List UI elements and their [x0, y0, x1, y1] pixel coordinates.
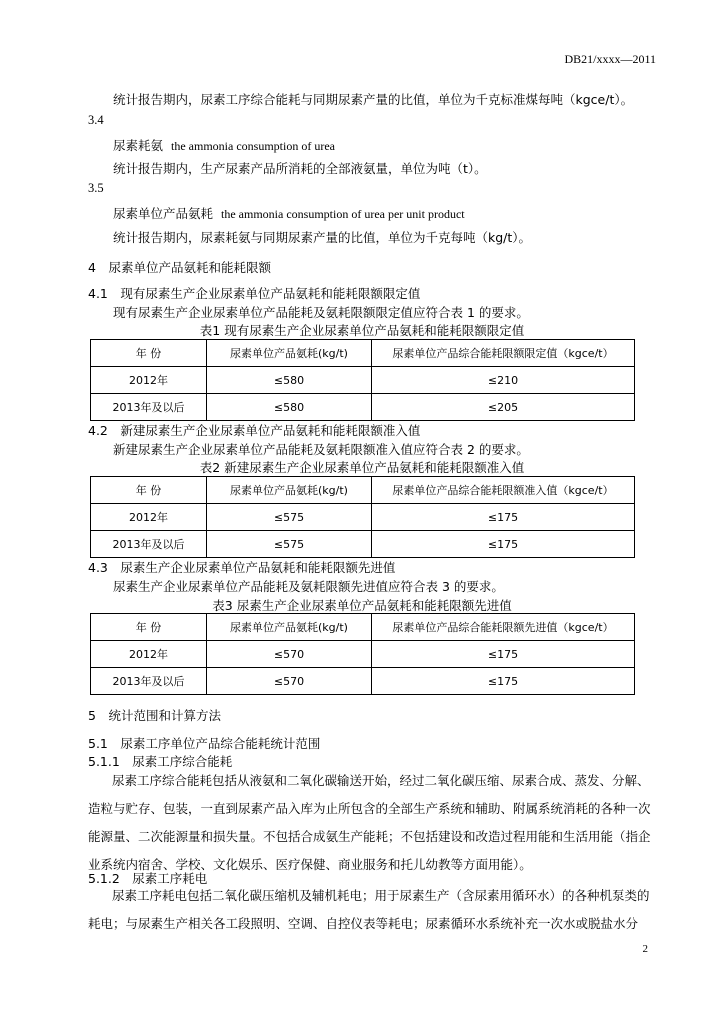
table-3-caption: 表3 尿素生产企业尿素单位产品氨耗和能耗限额先进值: [212, 598, 512, 613]
table-cell: 2012年: [91, 367, 207, 394]
section-5-1-2-paragraph: [88, 882, 656, 938]
table-header-cell: 尿素单位产品综合能耗限额先进值（kgce/t）: [372, 614, 635, 641]
section-5-1-1-heading: 5.1.1 尿素工序综合能耗: [88, 754, 233, 769]
section-4-2-text: 新建尿素生产企业尿素单位产品能耗及氨耗限额准入值应符合表 2 的要求。: [113, 442, 529, 457]
page-header: DB21/xxxx—2011: [564, 52, 656, 66]
term-3-4-chinese: 尿素耗氨: [113, 138, 164, 153]
table-2-caption: 表2 新建尿素生产企业尿素单位产品氨耗和能耗限额准入值: [199, 460, 525, 475]
table-cell: 2012年: [91, 504, 207, 531]
section-5-1-2-text: 尿素工序耗电包括二氧化碳压缩机及辅机耗电；用于尿素生产（含尿素用循环水）的各种机泵类的耗电；与尿素生产相关各工段照明、空调、自控仪表等耗电；尿素循环水系统补充一次水或脱盐水分: [88, 888, 650, 931]
table-3: [90, 613, 635, 695]
table-header-cell: 尿素单位产品综合能耗限额限定值（kgce/t）: [372, 340, 635, 367]
table-2: [90, 476, 635, 558]
section-5-1-2-heading: 5.1.2 尿素工序耗电: [88, 871, 208, 886]
term-3-4-english: the ammonia consumption of urea: [171, 139, 335, 153]
definition-3-5-text: 统计报告期内，尿素耗氨与同期尿素产量的比值，单位为千克每吨（kg/t）。: [113, 230, 532, 245]
term-3-5-english: the ammonia consumption of urea per unit product: [221, 207, 465, 221]
table-1: [90, 339, 635, 421]
table-header-cell: 年 份: [91, 614, 207, 641]
section-3-4-number: 3.4: [88, 113, 104, 127]
table-header-cell: 年 份: [91, 340, 207, 367]
section-5-1-1-paragraph: [88, 767, 656, 879]
table-cell: ≤580: [207, 394, 372, 421]
section-5-heading: 5 统计范围和计算方法: [88, 708, 221, 723]
table-header-cell: 尿素单位产品氨耗(kg/t): [207, 340, 372, 367]
section-4-3-text: 尿素生产企业尿素单位产品能耗及氨耗限额先进值应符合表 3 的要求。: [113, 579, 504, 594]
table-row: [91, 531, 635, 558]
table-header-cell: 尿素单位产品氨耗(kg/t): [207, 477, 372, 504]
table-cell: 2013年及以后: [91, 531, 207, 558]
section-4-1-heading: 4.1 现有尿素生产企业尿素单位产品氨耗和能耗限额限定值: [88, 286, 421, 301]
table-cell: ≤210: [372, 367, 635, 394]
table-row: [91, 504, 635, 531]
section-4-1-text: 现有尿素生产企业尿素单位产品能耗及氨耗限额限定值应符合表 1 的要求。: [113, 305, 529, 320]
table-cell: ≤175: [372, 641, 635, 668]
table-header-cell: 年 份: [91, 477, 207, 504]
table-cell: ≤570: [207, 668, 372, 695]
definition-3-3-text: 统计报告期内，尿素工序综合能耗与同期尿素产量的比值，单位为千克标准煤每吨（kgce/t）。: [113, 92, 634, 107]
table-cell: ≤575: [207, 531, 372, 558]
table-header-cell: 尿素单位产品综合能耗限额准入值（kgce/t）: [372, 477, 635, 504]
term-3-5-chinese: 尿素单位产品氨耗: [113, 206, 214, 221]
table-row: [91, 641, 635, 668]
table-cell: ≤205: [372, 394, 635, 421]
table-header-cell: 尿素单位产品氨耗(kg/t): [207, 614, 372, 641]
table-header-row: [91, 614, 635, 641]
section-4-3-heading: 4.3 尿素生产企业尿素单位产品氨耗和能耗限额先进值: [88, 560, 396, 575]
term-3-5: [113, 204, 465, 222]
table-row: [91, 367, 635, 394]
section-5-1-1-text: 尿素工序综合能耗包括从液氨和二氧化碳输送开始，经过二氧化碳压缩、尿素合成、蒸发、分解、造粒与贮存、包装，一直到尿素产品入库为止所包含的全部生产系统和辅助、附属系统消耗的各种一次能源量、二次能源量和损失量。不包括合成氨生产能耗；不包括建设和改造过程用能和生活用能（指企业系统内宿舍、学校、文化娱乐、医疗保健、商业服务和托儿幼教等方面用能）。: [88, 773, 651, 872]
table-cell: ≤175: [372, 668, 635, 695]
table-row: [91, 394, 635, 421]
section-4-2-heading: 4.2 新建尿素生产企业尿素单位产品氨耗和能耗限额准入值: [88, 423, 421, 438]
definition-3-4-text: 统计报告期内，生产尿素产品所消耗的全部液氨量，单位为吨（t）。: [113, 161, 487, 176]
table-cell: ≤175: [372, 504, 635, 531]
table-1-caption: 表1 现有尿素生产企业尿素单位产品氨耗和能耗限额限定值: [199, 323, 525, 338]
table-header-row: [91, 340, 635, 367]
table-cell: 2013年及以后: [91, 668, 207, 695]
table-cell: 2013年及以后: [91, 394, 207, 421]
table-cell: ≤580: [207, 367, 372, 394]
term-3-4: [113, 136, 335, 154]
section-5-1-heading: 5.1 尿素工序单位产品综合能耗统计范围: [88, 736, 321, 751]
table-row: [91, 668, 635, 695]
table-cell: ≤575: [207, 504, 372, 531]
table-cell: ≤175: [372, 531, 635, 558]
section-4-heading: 4 尿素单位产品氨耗和能耗限额: [88, 260, 271, 275]
table-cell: ≤570: [207, 641, 372, 668]
page-number: 2: [642, 943, 648, 955]
section-3-5-number: 3.5: [88, 181, 104, 195]
table-header-row: [91, 477, 635, 504]
table-cell: 2012年: [91, 641, 207, 668]
